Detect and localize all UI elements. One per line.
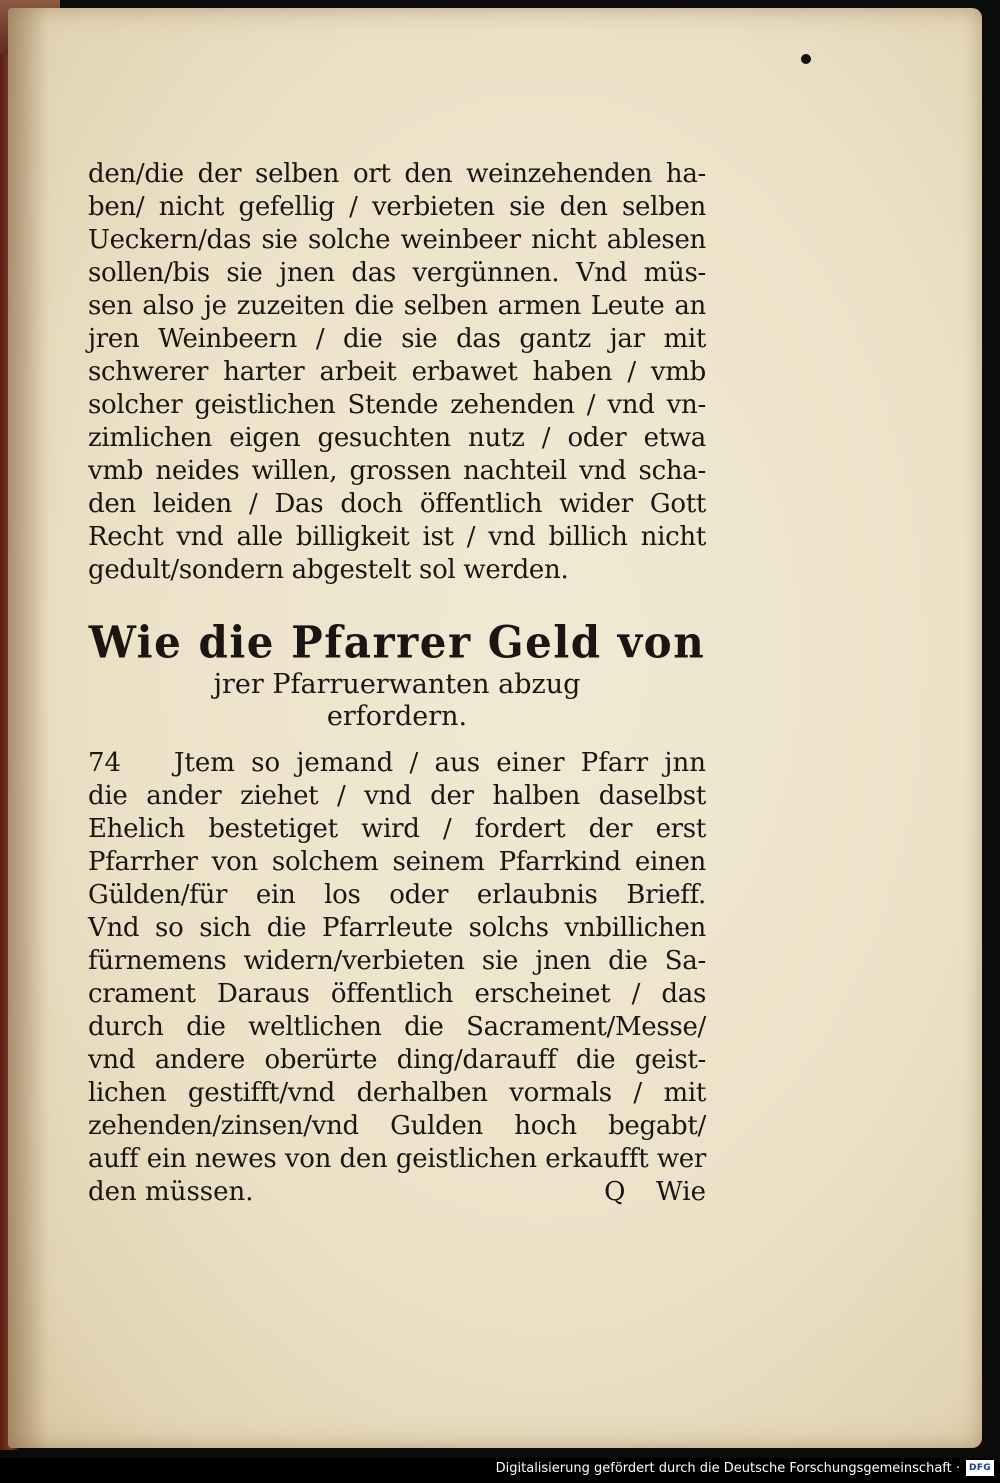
page-text	[88, 158, 706, 1209]
catchword: Wie	[656, 1177, 706, 1207]
text-line: sen also je zuzeiten die selben armen Leute an	[88, 291, 706, 321]
signature-mark: Q	[604, 1177, 626, 1207]
text-line: schwerer harter arbeit erbawet haben / vmb	[88, 357, 706, 387]
final-line	[88, 1176, 706, 1209]
dfg-logo: DFG	[966, 1460, 994, 1476]
text-line: Ehelich bestetiget wird / fordert der erst	[88, 814, 706, 844]
text-line: vnd andere oberürte ding/darauff die geist-	[88, 1045, 706, 1075]
text-line: solcher geistlichen Stende zehenden / vnd vn-	[88, 390, 706, 420]
text-line: die ander ziehet / vnd der halben daselbst	[88, 781, 706, 811]
text-line: Jtem so jemand / aus einer Pfarr jnn	[174, 748, 706, 778]
paragraph-2	[88, 747, 706, 1209]
text-line: ben/ nicht gefellig / verbieten sie den selben	[88, 192, 706, 222]
heading-line-3: erfordern.	[326, 701, 468, 732]
text-line: Vnd so sich die Pfarrleute solchs vnbillichen	[88, 913, 706, 943]
text-line: jren Weinbeern / die sie das gantz jar mit	[88, 324, 706, 354]
text-line: den müssen.	[88, 1177, 254, 1207]
section-number: 74	[88, 748, 122, 778]
text-line: crament Daraus öffentlich erscheinet / das	[88, 979, 706, 1009]
text-line: durch die weltlichen die Sacrament/Messe/	[88, 1012, 706, 1042]
text-line: den leiden / Das doch öffentlich wider Gott	[88, 489, 706, 519]
section-heading	[88, 617, 706, 733]
text-line: zehenden/zinsen/vnd Gulden hoch begabt/	[88, 1111, 706, 1141]
ink-dot	[801, 54, 811, 64]
text-line: Recht vnd alle billigkeit ist / vnd billich nicht	[88, 522, 706, 552]
text-line: Pfarrher von solchem seinem Pfarrkind einen	[88, 847, 706, 877]
text-line: sollen/bis sie jnen das vergünnen. Vnd müs-	[88, 258, 706, 288]
text-line: den/die der selben ort den weinzehenden ha-	[88, 159, 706, 189]
heading-line-2: jrer Pfarruerwanten abzug	[213, 669, 581, 700]
text-line: lichen gestifft/vnd derhalben vormals / mit	[88, 1078, 706, 1108]
text-line: fürnemens widern/verbieten sie jnen die Sa-	[88, 946, 706, 976]
text-line: vmb neides willen, grossen nachteil vnd scha-	[88, 456, 706, 486]
text-line: gedult/sondern abgestelt sol werden.	[88, 555, 569, 585]
text-line: zimlichen eigen gesuchten nutz / oder etwa	[88, 423, 706, 453]
text-line: Gülden/für ein los oder erlaubnis Brieff.	[88, 880, 706, 910]
text-line: Ueckern/das sie solche weinbeer nicht ablesen	[88, 225, 706, 255]
digitization-credit: Digitalisierung gefördert durch die Deutsche Forschungsgemeinschaft ·	[495, 1461, 960, 1476]
paragraph-1	[88, 158, 706, 587]
text-line: auff ein newes von den geistlichen erkaufft wer	[88, 1144, 706, 1174]
heading-line-1: Wie die Pfarrer Geld von	[88, 616, 706, 669]
section-first-line	[88, 747, 706, 780]
